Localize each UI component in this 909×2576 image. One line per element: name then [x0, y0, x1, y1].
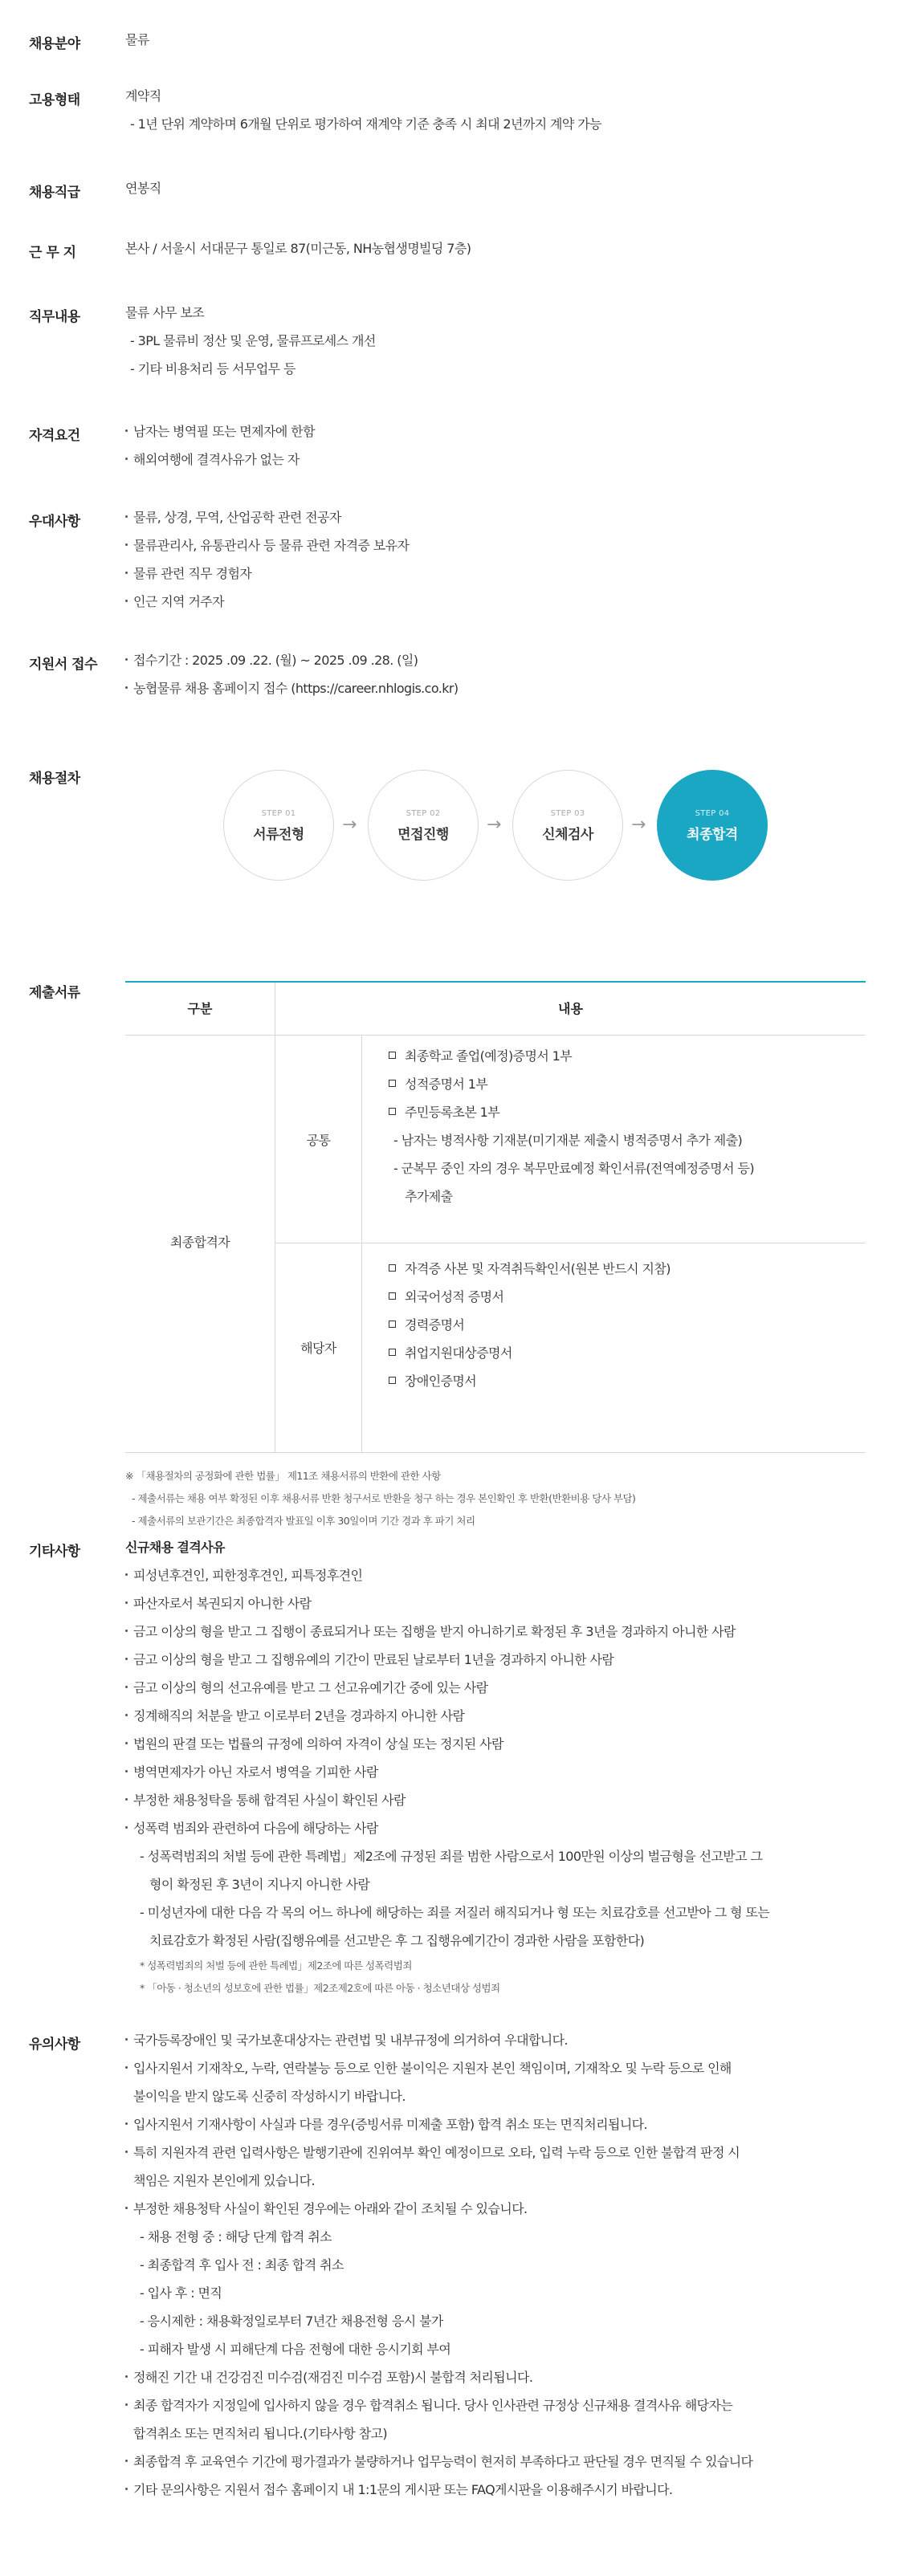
step-2: [368, 770, 479, 881]
step-name: 최종합격: [687, 827, 738, 843]
sub-item: - 미성년자에 대한 다음 각 목의 어느 하나에 해당하는 죄를 저질러 해직되거나 형 또는 치료감호를 선고받아 그 형 또는: [140, 1905, 770, 1920]
qualification-item: 해외여행에 결격사유가 없는 자: [125, 446, 872, 474]
step-name: 면접진행: [397, 827, 449, 843]
step-1: [223, 770, 334, 881]
notice-item-cont: 합격취소 또는 면직처리 됩니다.(기타사항 참고): [133, 2426, 387, 2441]
disqualification-item: 성폭력 범죄와 관련하여 다음에 해당하는 사람: [125, 1814, 872, 1842]
notice-item: 정해진 기간 내 건강검진 미수검(재검진 미수검 포함)시 불합격 처리됩니다.: [125, 2363, 872, 2391]
section-label: 채용직급: [29, 185, 80, 201]
disqualification-item: 금고 이상의 형을 받고 그 집행이 종료되거나 또는 집행을 받지 아니하기로 확정된 후 3년을 경과하지 아니한 사람: [125, 1618, 872, 1646]
other-title: 신규채용 결격사유: [125, 1540, 225, 1555]
notice-sub-item: - 채용 전형 중 : 해당 단계 합격 취소: [140, 2229, 332, 2244]
notice-item: 최종합격 후 교육연수 기간에 평가결과가 불량하거나 업무능력이 현저히 부족하다고 판단될 경우 면직될 수 있습니다: [125, 2448, 872, 2476]
doc-item: 장애인증명서: [389, 1367, 671, 1395]
step-number: STEP 04: [695, 809, 730, 818]
notice-item: 최종 합격자가 지정일에 입사하지 않을 경우 합격취소 됩니다. 당사 인사관련 규정상 신규채용 결격사유 해당자는: [125, 2391, 872, 2419]
duties-item: - 3PL 물류비 정산 및 운영, 물류프로세스 개선: [130, 333, 376, 348]
notice-item: 특히 지원자격 관련 입력사항은 발행기관에 진위여부 확인 예정이므로 오타, 입력 누락 등으로 인한 불합격 판정 시: [125, 2139, 872, 2167]
group-final-passers: 최종합격자: [169, 1235, 230, 1250]
header-content: 내용: [558, 1001, 583, 1016]
notice-item: 입사지원서 기재사항이 사실과 다를 경우(증빙서류 미제출 포함) 합격 취소 또는 면직처리됩니다.: [125, 2110, 872, 2139]
disqualification-item: 병역면제자가 아닌 자로서 병역을 기피한 사람: [125, 1758, 872, 1786]
step-number: STEP 01: [261, 809, 296, 818]
employment-type-value: 계약직: [125, 88, 161, 104]
section-label: 자격요건: [29, 428, 80, 444]
employment-type-detail: - 1년 단위 계약하며 6개월 단위로 평가하여 재계약 기준 충족 시 최대 2년까지 계약 가능: [130, 116, 601, 132]
notice-item: 입사지원서 기재착오, 누락, 연락불능 등으로 인한 불이익은 지원자 본인 책임이며, 기재착오 및 누락 등으로 인해: [125, 2054, 872, 2082]
preference-item: 인근 지역 거주자: [125, 588, 872, 616]
location-value: 본사 / 서울시 서대문구 통일로 87(미근동, NH농협생명빌딩 7층): [125, 241, 471, 256]
table-body: [125, 1036, 866, 1453]
preference-item: 물류 관련 직무 경험자: [125, 560, 872, 588]
applicable-docs: [389, 1255, 671, 1395]
notice-item: 국가등록장애인 및 국가보훈대상자는 관련법 및 내부규정에 의거하여 우대합니다.: [125, 2026, 872, 2054]
step-number: STEP 02: [406, 809, 441, 818]
section-label: 지원서 접수: [29, 657, 98, 673]
note-line: - 제출서류의 보관기간은 최종합격자 발표일 이후 30일이며 기간 경과 후 파기 처리: [132, 1515, 475, 1527]
notice-item: 부정한 채용청탁 사실이 확인된 경우에는 아래와 같이 조치될 수 있습니다.: [125, 2195, 872, 2223]
notice-item: 기타 문의사항은 지원서 접수 홈페이지 내 1:1문의 게시판 또는 FAQ게시판을 이용해주시기 바랍니다.: [125, 2476, 872, 2504]
section-label: 채용분야: [29, 36, 80, 52]
section-label: 기타사항: [29, 1544, 80, 1560]
preference-item: 물류, 상경, 무역, 산업공학 관련 전공자: [125, 503, 872, 531]
arrow-right-icon: →: [487, 815, 502, 835]
duties-item: - 기타 비용처리 등 서무업무 등: [130, 361, 296, 376]
section-label: 우대사항: [29, 514, 80, 530]
arrow-right-icon: →: [631, 815, 646, 835]
notice-sub-item: - 최종합격 후 입사 전 : 최종 합격 취소: [140, 2257, 344, 2273]
notice-sub-item: - 입사 후 : 면직: [140, 2285, 222, 2301]
common-docs: [389, 1042, 754, 1211]
process-steps: [125, 770, 872, 882]
disqualification-item: 부정한 채용청탁을 통해 합격된 사실이 확인된 사람: [125, 1786, 872, 1814]
step-name: 신체검사: [542, 827, 593, 843]
qualification-item: 남자는 병역필 또는 면제자에 한함: [125, 417, 872, 446]
disqualification-item: 피성년후견인, 피한정후견인, 피특정후견인: [125, 1561, 872, 1589]
doc-item: 주민등록초본 1부: [389, 1098, 754, 1126]
step-3: [512, 770, 623, 881]
doc-item: 취업지원대상증명서: [389, 1339, 671, 1367]
section-label: 직무내용: [29, 309, 80, 325]
doc-note-cont: 추가제출: [405, 1189, 453, 1204]
application-site: 농협물류 채용 홈페이지 접수 (https://career.nhlogis.co.kr): [125, 674, 872, 702]
preference-item: 물류관리사, 유통관리사 등 물류 관련 자격증 보유자: [125, 531, 872, 560]
section-label: 근 무 지: [29, 245, 76, 261]
section-label: 유의사항: [29, 2037, 80, 2053]
job-field-value: 물류: [125, 32, 149, 47]
section-label: 채용절차: [29, 771, 80, 787]
disqualification-item: 금고 이상의 형의 선고유예를 받고 그 선고유예기간 중에 있는 사람: [125, 1674, 872, 1702]
doc-item: 최종학교 졸업(예정)증명서 1부: [389, 1042, 754, 1070]
application-period: 접수기간 : 2025 .09 .22. (월) ~ 2025 .09 .28. (일): [125, 646, 872, 674]
row-applicable-label: 해당자: [300, 1341, 336, 1356]
arrow-right-icon: →: [342, 815, 357, 835]
doc-item: 경력증명서: [389, 1311, 671, 1339]
note-line: - 제출서류는 채용 여부 확정된 이후 채용서류 반환 청구서로 반환을 청구 하는 경우 본인확인 후 반환(반환비용 당사 부담): [132, 1492, 636, 1504]
header-category: 구분: [187, 1001, 213, 1016]
sub-item: - 성폭력범죄의 처벌 등에 관한 특례법」제2조에 규정된 죄를 범한 사람으로서 100만원 이상의 벌금형을 선고받고 그: [140, 1849, 763, 1864]
notice-item-cont: 불이익을 받지 않도록 신중히 작성하시기 바랍니다.: [133, 2089, 406, 2104]
notice-sub-item: - 피해자 발생 시 피해단계 다음 전형에 대한 응시기회 부여: [140, 2342, 451, 2357]
documents-notes: [125, 1465, 635, 1532]
sub-item-cont: 치료감호가 확정된 사람(집행유예를 선고받은 후 그 집행유예기간이 경과한 사람을 포함한다): [149, 1933, 645, 1948]
doc-item: 자격증 사본 및 자격취득확인서(원본 반드시 지참): [389, 1255, 671, 1283]
section-label: 고용형태: [29, 92, 80, 108]
footnote: * 성폭력범죄의 처벌 등에 관한 특례법」제2조에 따른 성폭력범죄: [140, 1959, 412, 1972]
doc-item: 성적증명서 1부: [389, 1070, 754, 1098]
table-header: [125, 983, 866, 1036]
doc-item: 외국어성적 증명서: [389, 1283, 671, 1311]
section-label: 제출서류: [29, 985, 80, 1001]
documents-table: [125, 981, 866, 1453]
step-name: 서류전형: [253, 827, 304, 843]
duties-title: 물류 사무 보조: [125, 305, 205, 320]
sub-item-cont: 형이 확정된 후 3년이 지나지 아니한 사람: [149, 1877, 370, 1892]
step-4: [657, 770, 768, 881]
disqualification-item: 금고 이상의 형을 받고 그 집행유예의 기간이 만료된 날로부터 1년을 경과하지 아니한 사람: [125, 1646, 872, 1674]
notice-item-cont: 책임은 지원자 본인에게 있습니다.: [133, 2173, 315, 2188]
disqualification-item: 징계해직의 처분을 받고 이로부터 2년을 경과하지 아니한 사람: [125, 1702, 872, 1730]
job-grade-value: 연봉직: [125, 181, 161, 196]
disqualification-item: 법원의 판결 또는 법률의 규정에 의하여 자격이 상실 또는 정지된 사람: [125, 1730, 872, 1758]
doc-note: - 군복무 중인 자의 경우 복무만료예정 확인서류(전역예정증명서 등): [393, 1161, 754, 1176]
note-line: ※ 「채용절차의 공정화에 관한 법률」 제11조 채용서류의 반환에 관한 사항: [125, 1470, 441, 1482]
footnote: * 「아동 · 청소년의 성보호에 관한 법률」제2조제2호에 따른 아동 · 청소년대상 성범죄: [140, 1982, 500, 1994]
step-number: STEP 03: [550, 809, 585, 818]
doc-note: - 남자는 병적사항 기재분(미기재분 제출시 병적증명서 추가 제출): [393, 1133, 743, 1148]
notice-list: [125, 2026, 872, 2504]
notice-sub-item: - 응시제한 : 채용확정일로부터 7년간 채용전형 응시 불가: [140, 2314, 443, 2329]
row-common-label: 공통: [306, 1133, 331, 1148]
disqualification-item: 파산자로서 복권되지 아니한 사람: [125, 1589, 872, 1618]
